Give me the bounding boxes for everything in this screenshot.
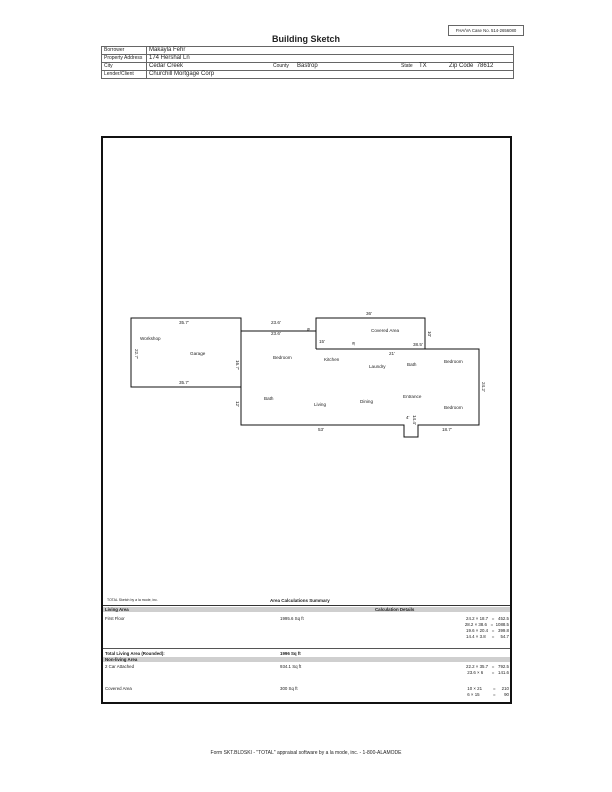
dim-label: 6' bbox=[351, 342, 356, 346]
dim-label: 15' bbox=[319, 339, 325, 344]
borrower-value: Makayla Fehr bbox=[149, 47, 186, 53]
sketch-credit: TOTAL Sketch by a la mode, inc. bbox=[107, 598, 158, 602]
dim-label: 18.7' bbox=[442, 427, 452, 432]
room-label-bedroom: Bedroom bbox=[444, 359, 463, 364]
covered-calcs: 10 × 21 = 210 6 × 15 = 90 bbox=[467, 686, 509, 697]
area-calc-title: Area Calculations Summary bbox=[270, 598, 330, 603]
living-area-header bbox=[103, 607, 510, 612]
city-value: Cedar Creek bbox=[147, 63, 272, 71]
first-floor-label: First Floor bbox=[105, 616, 125, 621]
area-calculations-table bbox=[103, 605, 510, 697]
property-address-value: 174 Hershal Ln bbox=[147, 55, 514, 63]
living-area-label: Living Area bbox=[105, 607, 129, 612]
state-value: TX bbox=[417, 63, 447, 71]
borrower-label: Borrower bbox=[102, 47, 147, 55]
garage-label: 2 Car Attached bbox=[105, 664, 135, 669]
dim-label: 35.7' bbox=[179, 380, 189, 385]
lender-value: Churchill Mortgage Corp bbox=[147, 71, 514, 79]
zip-label: Zip Code bbox=[449, 63, 474, 69]
room-label-kitchen: Kitchen bbox=[324, 357, 340, 362]
room-label-covered-area: Covered Area bbox=[371, 328, 400, 333]
dim-label: 10' bbox=[427, 331, 432, 337]
county-value: Bastrop bbox=[295, 63, 399, 71]
dim-label: 16.7' bbox=[235, 360, 240, 370]
state-label: State bbox=[399, 63, 417, 71]
room-label-entrance: Entrance bbox=[403, 394, 422, 399]
room-label-dining: Dining bbox=[360, 399, 374, 404]
page-footer: Form SKT.BLDSKI - "TOTAL" appraisal software by a la mode, inc. - 1-800-ALAMODE bbox=[210, 750, 402, 756]
dim-label: 23.6' bbox=[271, 331, 281, 336]
room-label-bath: Bath bbox=[407, 362, 417, 367]
dim-label: 24.2' bbox=[481, 382, 486, 392]
non-living-header bbox=[103, 657, 510, 662]
dim-label: 36' bbox=[366, 311, 372, 316]
zip-value: 78612 bbox=[476, 63, 494, 69]
dim-label: 23.6' bbox=[271, 320, 281, 325]
covered-area: 300 Sq ft bbox=[280, 686, 298, 691]
garage-area: 934.1 Sq ft bbox=[280, 664, 302, 669]
city-label: City bbox=[102, 63, 147, 71]
page-title: Building Sketch bbox=[271, 34, 340, 44]
dim-label: 12' bbox=[235, 401, 240, 407]
dim-label: 22.7' bbox=[134, 349, 139, 359]
room-label-bedroom: Bedroom bbox=[273, 355, 292, 360]
dim-label: 53' bbox=[318, 427, 324, 432]
total-living-label: Total Living Area (Rounded): bbox=[105, 651, 165, 656]
first-floor-calcs: 24.2 × 18.7 = 452.5 28.2 × 38.6 = 1088.5 19.6 × 20.4 = 399.8 14.4 × 3.8 = 54.7 bbox=[464, 616, 509, 639]
garage-calcs: 22.2 × 35.7 = 792.5 23.6 × 6 = 141.6 bbox=[466, 664, 509, 675]
room-label-bath: Bath bbox=[264, 396, 274, 401]
room-label-bedroom: Bedroom bbox=[444, 405, 463, 410]
covered-label: Covered Area bbox=[105, 686, 132, 691]
non-living-label: Non-living Area bbox=[105, 657, 138, 662]
county-label: County bbox=[271, 63, 295, 71]
lender-label: Lender/Client bbox=[102, 71, 147, 79]
room-label-garage: Garage bbox=[190, 351, 206, 356]
dim-label: 4' bbox=[406, 415, 410, 420]
garage-outline bbox=[131, 318, 241, 387]
property-address-label: Property Address bbox=[102, 55, 147, 63]
room-label-laundry: Laundry bbox=[369, 364, 386, 369]
case-number-box: FHA/VA Case No. 514-2656080 bbox=[448, 25, 524, 36]
dim-label: 6' bbox=[306, 328, 311, 332]
total-living-row bbox=[103, 648, 510, 656]
calc-details-label: Calculation Details bbox=[375, 607, 415, 612]
room-label-living: Living bbox=[314, 402, 327, 407]
first-floor-area: 1995.6 Sq ft bbox=[280, 616, 304, 621]
dim-label: 38.5' bbox=[413, 342, 423, 347]
dim-label: 21' bbox=[389, 351, 395, 356]
dim-label: 35.7' bbox=[179, 320, 189, 325]
total-living-area: 1996 Sq ft bbox=[280, 651, 301, 656]
room-label-workshop: Workshop bbox=[140, 336, 161, 341]
dim-label: 14.4' bbox=[412, 415, 417, 425]
